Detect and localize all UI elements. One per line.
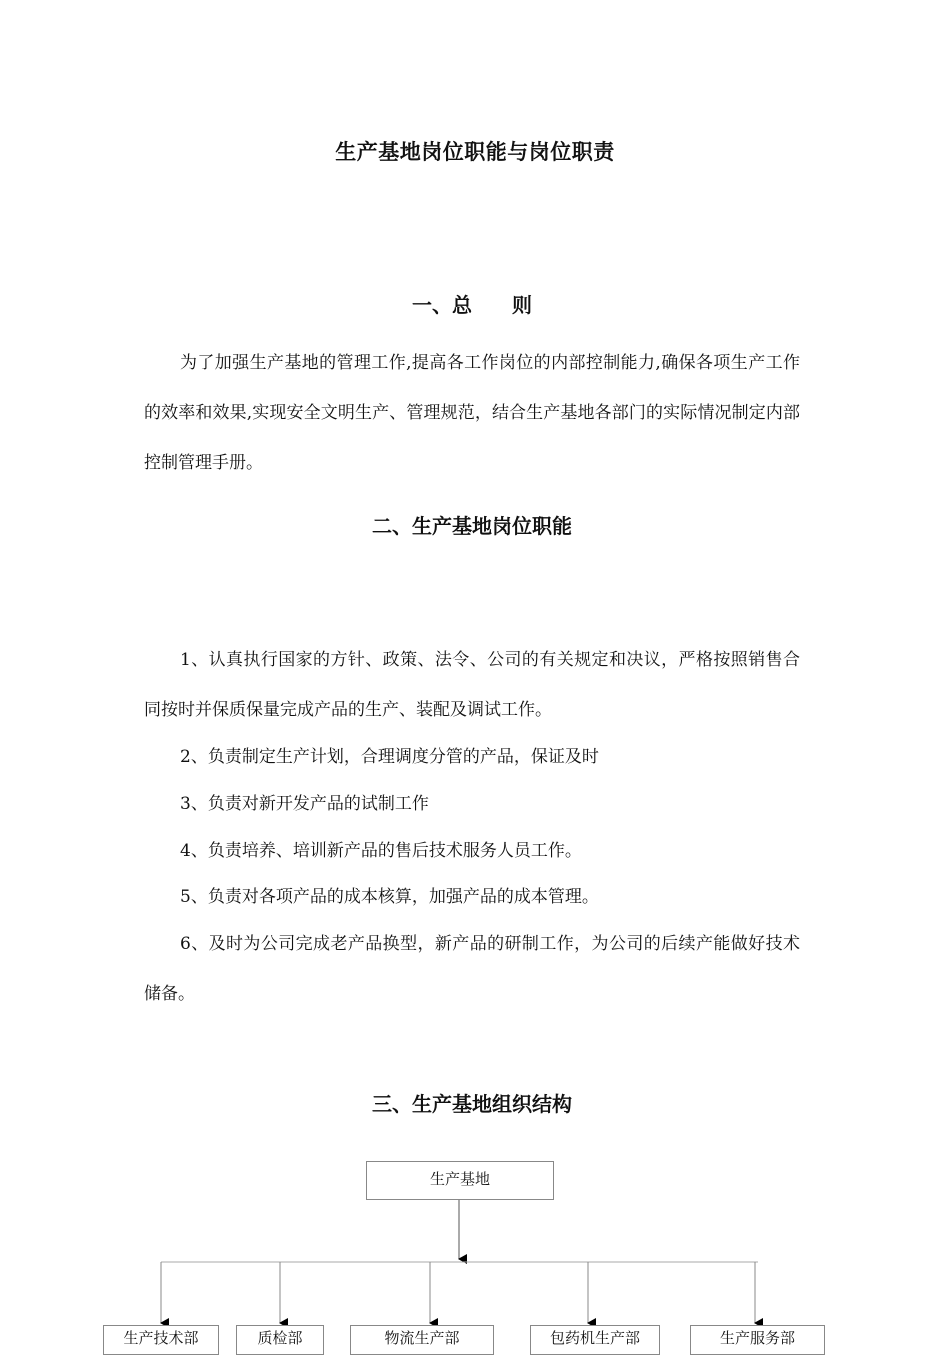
org-node-root: 生产基地 xyxy=(366,1161,554,1200)
function-item: 5、负责对各项产品的成本核算，加强产品的成本管理。 xyxy=(180,887,599,907)
section-heading-org: 三、生产基地组织结构 xyxy=(372,1092,572,1116)
function-item: 6、及时为公司完成老产品换型，新产品的研制工作，为公司的后续产能做好技术储备。 xyxy=(144,934,800,1004)
section-heading-general: 一、总 则 xyxy=(412,293,532,317)
function-item: 3、负责对新开发产品的试制工作 xyxy=(180,794,429,814)
org-node-production-tech: 生产技术部 xyxy=(103,1325,219,1355)
document-title: 生产基地岗位职能与岗位职责 xyxy=(335,140,615,164)
org-node-quality: 质检部 xyxy=(236,1325,324,1355)
org-node-production-service: 生产服务部 xyxy=(690,1325,825,1355)
function-item: 4、负责培养、培训新产品的售后技术服务人员工作。 xyxy=(180,841,582,861)
org-node-logistics: 物流生产部 xyxy=(350,1325,494,1355)
section-heading-functions: 二、生产基地岗位职能 xyxy=(372,514,572,538)
org-node-packing-machine: 包药机生产部 xyxy=(530,1325,660,1355)
function-item: 2、负责制定生产计划，合理调度分管的产品，保证及时 xyxy=(180,747,599,767)
section-paragraph-general: 为了加强生产基地的管理工作,提高各工作岗位的内部控制能力,确保各项生产工作的效率和效果,实现安全文明生产、管理规范，结合生产基地各部门的实际情况制定内部控制管理手册。 xyxy=(144,353,800,473)
function-item: 1、认真执行国家的方针、政策、法令、公司的有关规定和决议，严格按照销售合同按时并保质保量完成产品的生产、装配及调试工作。 xyxy=(144,650,800,720)
